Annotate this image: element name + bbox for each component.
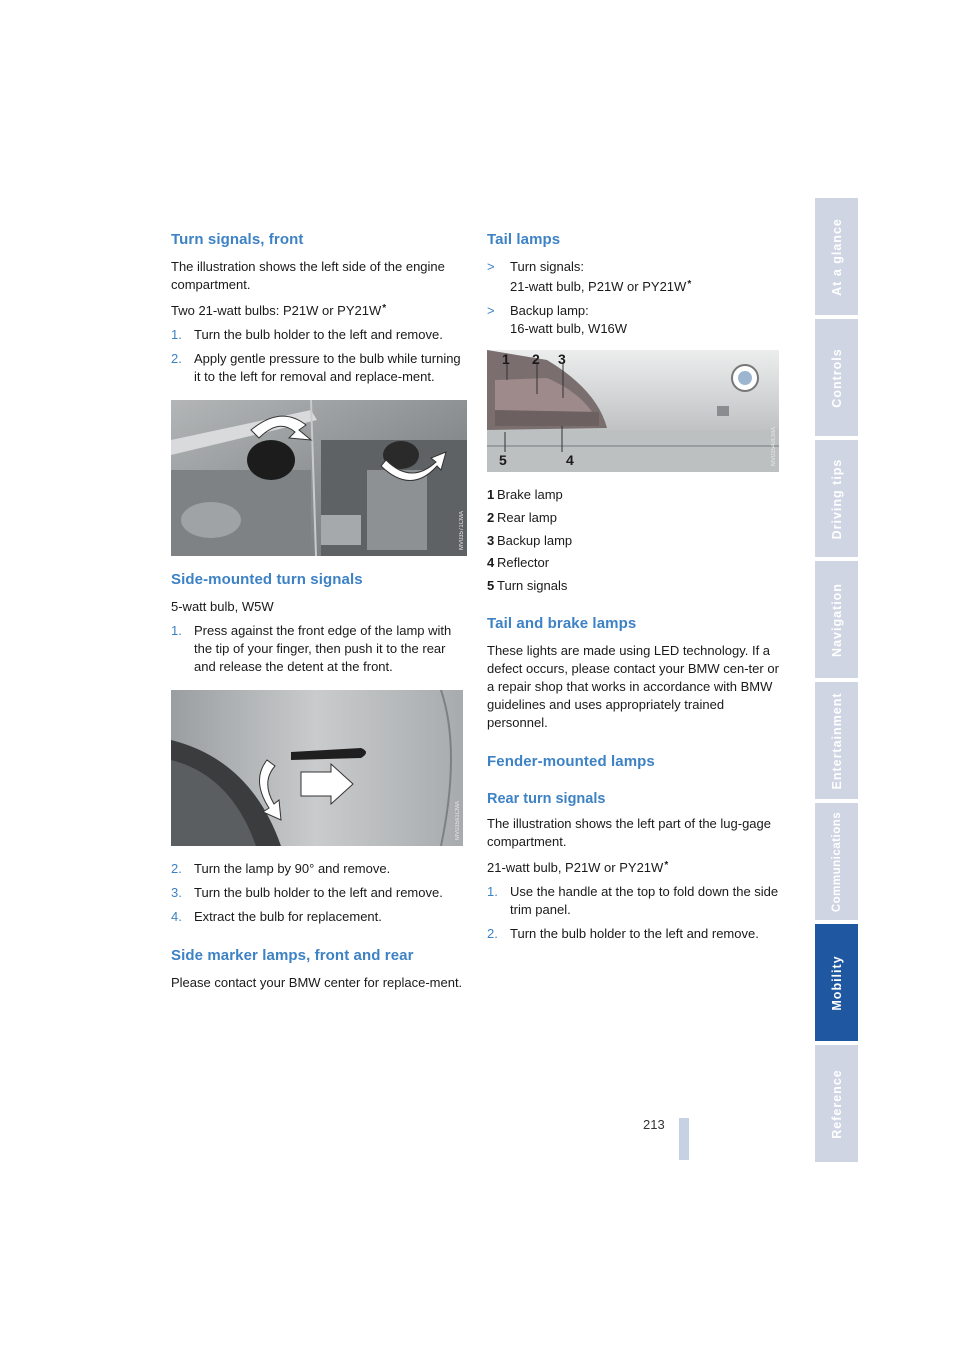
step-text: Extract the bulb for replacement. [194,909,382,924]
step-text: Use the handle at the top to fold down the side trim panel. [510,883,779,917]
paragraph: Please contact your BMW center for replace-ment. [171,975,463,990]
callout-1: 1 [502,351,510,367]
tab-label: Communications [830,811,843,912]
legend-text: Brake lamp [497,487,563,502]
callout-3: 3 [558,351,566,367]
heading-tail-lamps: Tail lamps [487,231,561,248]
side-turn-signal-illustration [171,690,463,846]
tab-reference[interactable] [815,1045,858,1162]
tab-navigation[interactable] [815,561,858,678]
step-number: 2. [171,351,182,366]
step-item [171,326,467,344]
step-item [171,622,467,676]
step-text: Press against the front edge of the lamp with the tip of your finger, then push it to the rear and release the detent at the front. [194,623,452,674]
step-text: Turn the lamp by 90° and remove. [194,861,391,876]
bulb-spec-text: Two 21-watt bulbs: P21W or PY21W [171,303,382,318]
legend-text: Rear lamp [497,509,557,525]
page-marker-bar [679,1118,689,1160]
tab-communications[interactable] [815,803,858,920]
step-item [487,883,783,919]
legend-number: 3 [487,532,495,548]
left-column [171,230,467,998]
callout-5: 5 [499,452,507,468]
heading-side-marker-lamps: Side marker lamps, front and rear [171,947,414,964]
tail-lamp-illustration [487,350,779,472]
tab-label: Navigation [829,582,844,657]
legend-item [487,577,783,595]
callout-4: 4 [566,452,574,468]
bulb-spec [171,300,467,320]
heading-side-mounted-turn-signals: Side-mounted turn signals [171,571,363,588]
chapter-tabs [815,198,858,1166]
tab-at-a-glance[interactable] [815,198,858,315]
legend-item [487,554,783,572]
heading-fender-mounted-lamps: Fender-mounted lamps [487,752,655,770]
step-text: Apply gentle pressure to the bulb while turning it to the left for removal and replace-ment. [194,351,461,384]
paragraph: The illustration shows the left part of the lug-gage compartment. [487,815,771,849]
tab-controls[interactable] [815,319,858,436]
paragraph: These lights are made using LED technology. If a defect occurs, please contact your BMW cen-ter or a repair shop that works in accordance with BMW guidelines and uses appropriately trained personnel. [487,642,779,730]
bullet-line: 21-watt bulb, P21W or PY21W [510,279,687,294]
optional-star: * [382,303,387,314]
step-number: 2. [171,861,182,876]
optional-star: * [687,279,692,290]
step-item [487,925,783,943]
step-number: 1. [487,883,498,899]
heading-turn-signals-front: Turn signals, front [171,231,304,248]
legend-number: 5 [487,578,495,594]
bulb-spec [487,857,783,877]
legend-number: 2 [487,509,495,525]
step-number: 2. [487,925,498,941]
tab-label: At a glance [829,217,844,296]
engine-compartment-illustration [171,400,467,556]
legend-number: 1 [487,487,495,502]
heading-tail-and-brake-lamps: Tail and brake lamps [487,614,637,632]
legend-item [487,486,783,504]
bullet-item [487,258,783,296]
bulb-spec: 5-watt bulb, W5W [171,599,274,614]
legend-text: Turn signals [497,578,568,594]
callout-2: 2 [532,351,540,367]
tab-label: Driving tips [829,458,844,539]
step-text: Turn the bulb holder to the left and remove. [194,885,443,900]
bullet-item [487,302,783,338]
page-number: 213 [643,1117,665,1132]
tab-mobility[interactable] [815,924,858,1041]
tab-driving-tips[interactable] [815,440,858,557]
step-number: 1. [171,327,182,342]
tab-label: Entertainment [829,691,844,790]
tab-entertainment[interactable] [815,682,858,799]
step-text: Turn the bulb holder to the left and remove. [510,925,759,941]
step-number: 3. [171,885,182,900]
figure-code: MV03571CMA [459,510,465,550]
paragraph: The illustration shows the left side of the engine compartment. [171,259,445,292]
right-column [487,230,783,949]
tab-label: Reference [829,1068,844,1139]
step-item [171,860,467,878]
legend-item [487,532,783,550]
step-number: 4. [171,909,182,924]
legend-item [487,509,783,527]
figure-code: MV03540CMA [771,426,777,466]
step-item [171,884,467,902]
subheading-rear-turn-signals: Rear turn signals [487,790,606,807]
step-number: 1. [171,623,182,638]
step-text: Turn the bulb holder to the left and remove. [194,327,443,342]
bulb-spec-text: 21-watt bulb, P21W or PY21W [487,859,664,875]
bullet-line: Backup lamp: [510,303,589,318]
step-item [171,908,467,926]
legend-text: Reflector [497,555,550,571]
tab-label: Controls [829,347,844,408]
bullet-line: 16-watt bulb, W16W [510,321,628,336]
optional-star: * [664,859,669,871]
legend-text: Backup lamp [497,532,573,548]
figure-code: MV03591CMA [455,800,461,840]
tab-label: Mobility [829,954,844,1011]
legend-number: 4 [487,555,495,571]
step-item [171,350,467,386]
bullet-line: Turn signals: [510,259,584,274]
bullet-marker: > [487,303,495,318]
bullet-marker: > [487,259,495,274]
